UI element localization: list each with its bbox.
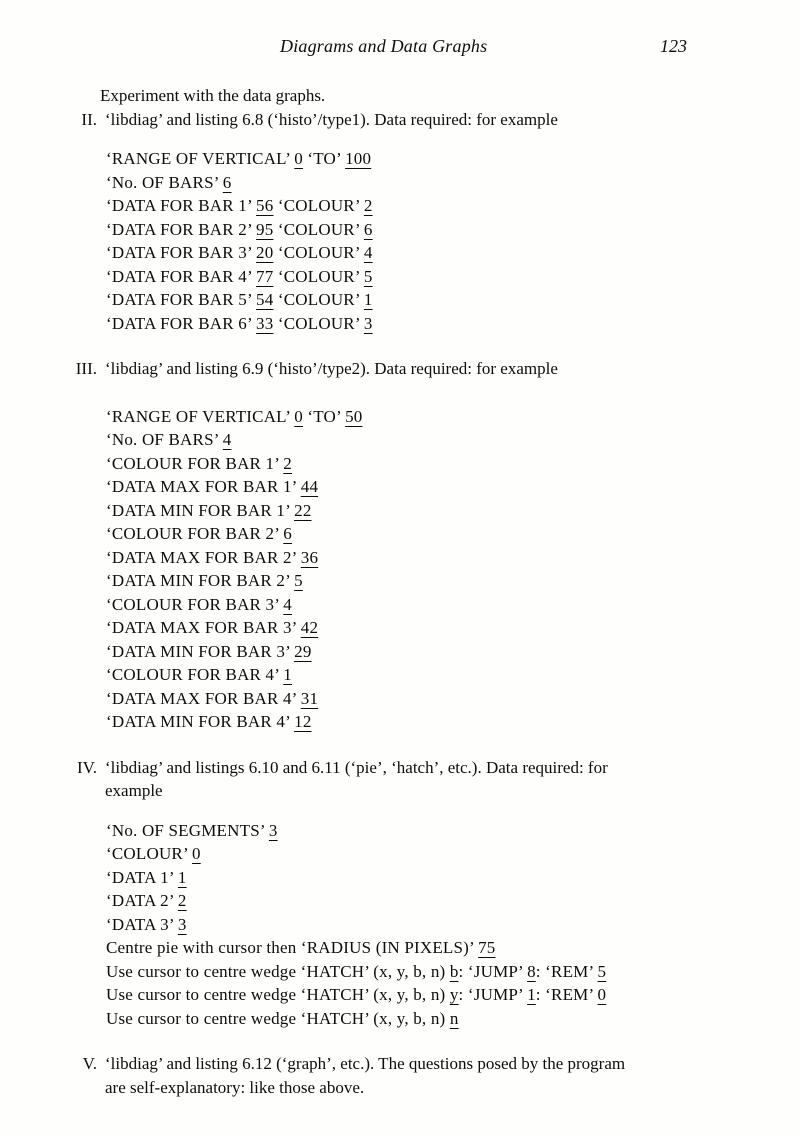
prompt-text: ‘COLOUR’ (273, 196, 364, 215)
section-heading-row (0, 357, 760, 381)
data-line (106, 546, 760, 570)
user-entered-value: 4 (363, 243, 373, 262)
user-entered-value: 33 (256, 313, 274, 333)
intro-line: Experiment with the data graphs. (100, 86, 326, 105)
prompt-text: ‘RANGE OF VERTICAL’ (106, 149, 295, 168)
user-entered-value: 0 (294, 406, 303, 426)
user-entered-value: 4 (222, 430, 232, 449)
user-entered-value: 22 (294, 500, 312, 520)
prompt-text: ‘COLOUR’ (273, 313, 364, 333)
prompt-text: ‘DATA FOR BAR 5’ (106, 290, 257, 309)
data-line (106, 960, 760, 984)
data-line (106, 663, 760, 687)
data-entry-block (106, 405, 760, 734)
section-numeral: V. (82, 1054, 97, 1073)
data-line (106, 1007, 760, 1031)
data-line (106, 569, 760, 593)
prompt-text: ‘COLOUR’ (273, 219, 364, 239)
prompt-text: ‘COLOUR FOR BAR 2’ (106, 524, 284, 543)
data-entry-block (106, 147, 760, 335)
user-entered-value: 56 (256, 196, 274, 215)
prompt-text: ‘TO’ (302, 406, 346, 426)
section-heading-text: ‘libdiag’ and listing 6.9 (‘histo’/type2). Data required: for example (105, 359, 558, 378)
data-line (106, 866, 760, 890)
prompt-text: ‘DATA MAX FOR BAR 4’ (106, 688, 301, 708)
user-entered-value: 54 (256, 290, 274, 309)
data-line (106, 819, 760, 843)
section-heading-text: ‘libdiag’ and listing 6.12 (‘graph’, etc.). The questions posed by the program are self-explanatory: like those above. (105, 1054, 626, 1097)
data-line (106, 687, 760, 711)
data-line (106, 889, 760, 913)
user-entered-value: y (449, 985, 459, 1004)
user-entered-value: 1 (283, 665, 292, 684)
prompt-text: Centre pie with cursor then ‘RADIUS (IN PIXELS)’ (106, 938, 479, 957)
prompt-text: ‘DATA 1’ (106, 867, 178, 887)
user-entered-value: 6 (283, 524, 292, 543)
section-numeral: III. (75, 359, 97, 378)
running-header-title: Diagrams and Data Graphs (280, 36, 488, 56)
user-entered-value: 3 (363, 313, 373, 333)
user-entered-value: n (449, 1008, 459, 1028)
user-entered-value: 6 (363, 219, 373, 239)
user-entered-value: 1 (177, 867, 187, 887)
prompt-text: ‘DATA FOR BAR 3’ (106, 243, 257, 262)
user-entered-value: 5 (363, 266, 373, 286)
prompt-text: ‘DATA FOR BAR 1’ (106, 196, 257, 215)
data-line (106, 171, 760, 195)
data-line (106, 842, 760, 866)
data-line (106, 522, 760, 546)
prompt-text: : ‘JUMP’ (458, 985, 528, 1004)
user-entered-value: 6 (222, 172, 232, 192)
sections-container (0, 108, 760, 1100)
data-entry-block (106, 819, 760, 1031)
user-entered-value: 3 (177, 914, 187, 934)
prompt-text: Use cursor to centre wedge ‘HATCH’ (x, y, b, n) (106, 961, 450, 981)
prompt-text: : ‘REM’ (535, 985, 598, 1004)
data-line (106, 593, 760, 617)
section-v (0, 1052, 760, 1099)
data-line (106, 983, 760, 1007)
prompt-text: ‘No. OF BARS’ (106, 172, 223, 192)
prompt-text: ‘DATA 2’ (106, 891, 178, 910)
user-entered-value: 44 (300, 477, 319, 496)
data-line (106, 428, 760, 452)
user-entered-value: 36 (300, 547, 319, 567)
prompt-text: ‘No. OF BARS’ (106, 430, 223, 449)
user-entered-value: 2 (363, 196, 373, 215)
prompt-text: ‘DATA MAX FOR BAR 3’ (106, 618, 301, 637)
prompt-text: ‘DATA FOR BAR 2’ (106, 219, 257, 239)
section-heading-row (0, 756, 760, 803)
user-entered-value: 12 (294, 712, 312, 731)
prompt-text: ‘DATA MAX FOR BAR 1’ (106, 477, 301, 496)
user-entered-value: 5 (597, 961, 607, 981)
data-line (106, 312, 760, 336)
prompt-text: ‘DATA MIN FOR BAR 2’ (106, 571, 295, 590)
running-header (0, 36, 800, 62)
user-entered-value: 1 (363, 290, 373, 309)
data-line (106, 265, 760, 289)
section-iii (0, 357, 760, 734)
data-line (106, 936, 760, 960)
prompt-text: ‘COLOUR FOR BAR 4’ (106, 665, 284, 684)
prompt-text: ‘COLOUR’ (273, 290, 364, 309)
prompt-text: Use cursor to centre wedge ‘HATCH’ (x, y, b, n) (106, 1008, 450, 1028)
prompt-text: ‘DATA MAX FOR BAR 2’ (106, 547, 301, 567)
user-entered-value: 95 (256, 219, 274, 239)
section-heading-text: ‘libdiag’ and listings 6.10 and 6.11 (‘pie’, ‘hatch’, etc.). Data required: for example (105, 757, 608, 800)
prompt-text: ‘RANGE OF VERTICAL’ (106, 406, 295, 426)
prompt-text: ‘TO’ (302, 149, 346, 168)
user-entered-value: 100 (345, 149, 372, 168)
user-entered-value: 4 (283, 594, 292, 614)
user-entered-value: 31 (300, 688, 319, 708)
user-entered-value: 0 (294, 149, 303, 168)
prompt-text: : ‘REM’ (535, 961, 598, 981)
prompt-text: ‘DATA FOR BAR 4’ (106, 266, 257, 286)
data-line (106, 241, 760, 265)
prompt-text: ‘COLOUR’ (273, 243, 364, 262)
section-iv (0, 756, 760, 1031)
user-entered-value: 29 (294, 641, 312, 661)
user-entered-value: 3 (268, 820, 278, 840)
data-line (106, 616, 760, 640)
data-line (106, 405, 760, 429)
section-numeral: II. (81, 109, 97, 129)
section-ii (0, 108, 760, 336)
prompt-text: : ‘JUMP’ (458, 961, 528, 981)
prompt-text: ‘DATA FOR BAR 6’ (106, 313, 257, 333)
data-line (106, 147, 760, 171)
section-numeral: IV. (77, 757, 97, 777)
section-heading-text: ‘libdiag’ and listing 6.8 (‘histo’/type1). Data required: for example (105, 109, 558, 129)
prompt-text: ‘DATA 3’ (106, 914, 178, 934)
user-entered-value: b (449, 961, 459, 981)
prompt-text: ‘COLOUR FOR BAR 3’ (106, 594, 284, 614)
user-entered-value: 2 (283, 453, 292, 473)
user-entered-value: 20 (256, 243, 274, 262)
data-line (106, 499, 760, 523)
data-line (106, 475, 760, 499)
data-line (106, 710, 760, 734)
data-line (106, 288, 760, 312)
section-heading-row (0, 108, 760, 132)
user-entered-value: 75 (478, 938, 496, 957)
user-entered-value: 42 (300, 618, 319, 637)
data-line (106, 194, 760, 218)
prompt-text: ‘COLOUR’ (106, 844, 193, 863)
user-entered-value: 2 (177, 891, 187, 910)
prompt-text: Use cursor to centre wedge ‘HATCH’ (x, y, b, n) (106, 985, 450, 1004)
user-entered-value: 1 (527, 985, 536, 1004)
prompt-text: ‘COLOUR’ (273, 266, 364, 286)
section-heading-row (0, 1052, 760, 1099)
prompt-text: ‘No. OF SEGMENTS’ (106, 820, 269, 840)
user-entered-value: 77 (256, 266, 274, 286)
user-entered-value: 0 (597, 985, 607, 1004)
user-entered-value: 8 (527, 961, 536, 981)
prompt-text: ‘DATA MIN FOR BAR 3’ (106, 641, 295, 661)
data-line (106, 452, 760, 476)
page-number: 123 (660, 36, 687, 56)
user-entered-value: 0 (192, 844, 201, 863)
user-entered-value: 5 (294, 571, 303, 590)
prompt-text: ‘DATA MIN FOR BAR 1’ (106, 500, 295, 520)
page-content (0, 84, 760, 1099)
data-line (106, 913, 760, 937)
data-line (106, 218, 760, 242)
prompt-text: ‘DATA MIN FOR BAR 4’ (106, 712, 295, 731)
user-entered-value: 50 (345, 406, 363, 426)
prompt-text: ‘COLOUR FOR BAR 1’ (106, 453, 284, 473)
data-line (106, 640, 760, 664)
